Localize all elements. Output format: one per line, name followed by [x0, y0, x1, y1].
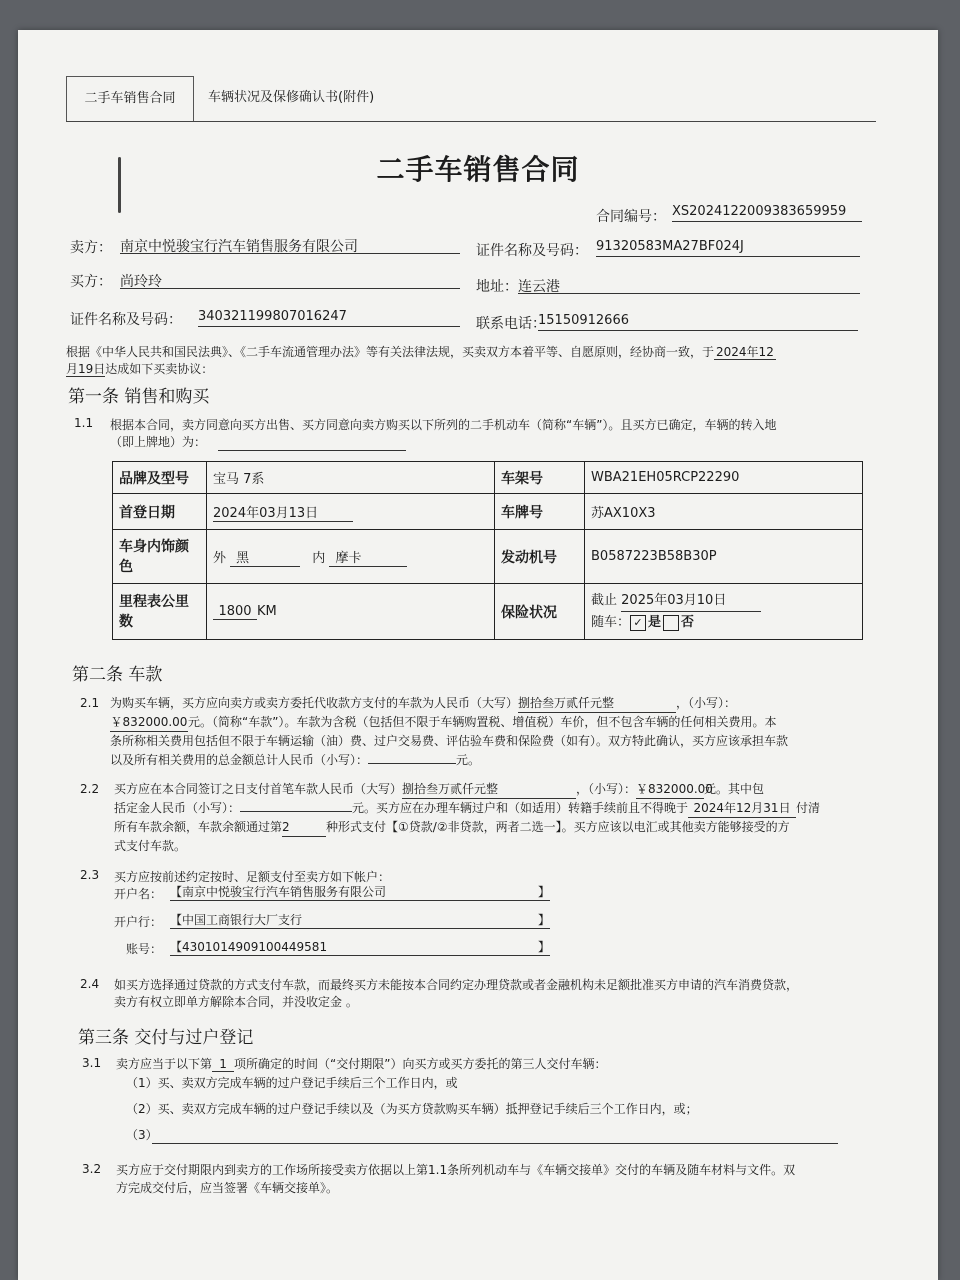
page-title: 二手车销售合同 — [376, 153, 580, 186]
section-3-heading: 第三条 交付与过户登记 — [78, 1028, 254, 1048]
p31-text: 卖方应当于以下第 1 项所确定的时间（“交付期限”）向买方或买方委托的第三人交付车辆： — [116, 1057, 607, 1071]
p31-option-3: （3） — [126, 1128, 158, 1142]
account-name-label: 开户名： — [114, 887, 163, 901]
s1-register-place-blank — [218, 433, 406, 451]
vin-label: 车架号 — [495, 462, 585, 494]
vehicle-table — [112, 461, 863, 640]
p21-line-4: 以及所有相关费用的总金额总计人民币（小写）： 元。 — [110, 753, 481, 767]
color-out-label: 外 — [213, 550, 227, 566]
p21-line-3: 条所称相关费用包括但不限于车辆运输（油）费、过户交易费、评估验车费和保险费（如有）。双方特此确认，买方应该承担车款 — [110, 734, 789, 748]
buyer-addr-value: 连云港 — [518, 276, 860, 294]
seller-id-value: 91320583MA27BF024J — [596, 239, 860, 257]
p22-line-3: 所有车款余额，车款余额通过第2 种形式支付【①贷款/②非贷款，两者二选一】。买方应该以电汇或其他卖方能够接受的方 — [114, 816, 790, 838]
table-row — [113, 462, 863, 494]
p31-option-1: （1）买、卖双方完成车辆的过户登记手续后三个工作日内，或 — [126, 1076, 458, 1090]
contract-no-value: XS2024122009383659959 — [672, 204, 862, 222]
p32-line-2: 方完成交付后，应当签署《车辆交接单》。 — [116, 1181, 339, 1195]
plate-label: 车牌号 — [495, 494, 585, 530]
color-cell — [207, 530, 495, 584]
odometer-label: 里程表公里数 — [113, 584, 207, 640]
reg-date-value: 2024年03月13日 — [213, 502, 353, 522]
p24-line-2: 卖方有权立即单方解除本合同，并没收定金 。 — [114, 995, 358, 1009]
brand-label: 品牌及型号 — [113, 462, 207, 494]
account-name-field: 【南京中悦骏宝行汽车销售服务有限公司 】 — [170, 885, 550, 899]
reg-date-label: 首登日期 — [113, 494, 207, 530]
engine-value: B0587223B58B30P — [585, 530, 863, 584]
reg-date-cell — [207, 494, 495, 530]
insurance-yes-checkbox[interactable]: ✓ — [630, 615, 646, 631]
insurance-no-checkbox[interactable] — [663, 615, 679, 631]
section-2-heading: 第二条 车款 — [72, 665, 163, 685]
buyer-phone-value: 15150912666 — [538, 313, 858, 331]
p32-line-1: 买方应于交付期限内到卖方的工作场所接受卖方依据以上第1.1条所列机动车与《车辆交接单》交付的车辆及随车材料与文件。双 — [116, 1163, 796, 1177]
buyer-phone-label: 联系电话： — [476, 316, 546, 332]
account-bank-value: 中国工商银行大厂支行 — [182, 913, 303, 927]
color-in-value: 摩卡 — [329, 547, 407, 567]
s1-num: 1.1 — [74, 416, 94, 430]
seller-id-label: 证件名称及号码： — [476, 243, 588, 259]
p21-num: 2.1 — [80, 696, 100, 710]
p24-line-1: 如买方选择通过贷款的方式支付车款，而最终买方未能按本合同约定办理贷款或者金融机构未足额批准买方申请的汽车消费贷款， — [114, 978, 799, 992]
insurance-until-value: 2025年03月10日 — [621, 590, 761, 612]
p22-line-4: 式支付车款。 — [114, 839, 187, 853]
seller-label: 卖方： — [70, 240, 112, 256]
tab-bar — [66, 76, 876, 122]
p22-line-2: 括定金人民币（小写）： 元。买方应在办理车辆过户和（如适用）转籍手续前且不得晚于 2024年12月31日 付清 — [114, 797, 820, 819]
table-row — [113, 530, 863, 584]
insurance-with-label: 随车： — [591, 615, 631, 630]
seller-name: 南京中悦骏宝行汽车销售服务有限公司 — [120, 236, 460, 254]
insurance-yes-label: 是 — [648, 615, 662, 630]
p24-num: 2.4 — [80, 977, 100, 991]
section-1-heading: 第一条 销售和购买 — [68, 387, 210, 407]
p22-line-1: 买方应在本合同签订之日支付首笔车款人民币（大写）捌拾叁万贰仟元整 ，（小写）：￥832000.00元。其中包 — [114, 778, 764, 800]
p32-num: 3.2 — [82, 1162, 102, 1176]
color-label: 车身内饰颜色 — [113, 530, 207, 584]
p31-option-2: （2）买、卖双方完成车辆的过户登记手续以及（为买方贷款购买车辆）抵押登记手续后三个工作日内，或； — [126, 1102, 698, 1116]
table-row — [113, 494, 863, 530]
intro-line-2: 月19日达成如下买卖协议： — [66, 362, 214, 376]
vin-value: WBA21EH05RCP22290 — [585, 462, 863, 494]
color-out-value: 黑 — [230, 547, 300, 567]
odometer-unit: KM — [257, 603, 277, 619]
insurance-no-label: 否 — [681, 615, 695, 630]
contract-page — [18, 30, 938, 1280]
odometer-cell — [207, 584, 495, 640]
p21-line-2: ￥832000.00元。（简称“车款”）。车款为含税（包括但不限于车辆购置税、增值税）车价，但不包含车辆的任何相关费用。本 — [110, 711, 776, 733]
brand-value: 宝马 7系 — [207, 462, 495, 494]
engine-label: 发动机号 — [495, 530, 585, 584]
tab-sales-contract[interactable]: 二手车销售合同 — [66, 76, 194, 121]
intro-line-1: 根据《中华人民共和国民法典》、《二手车流通管理办法》等有关法律法规，买卖双方本着平等、自愿原则，经协商一致，于 2024年12 — [66, 345, 774, 359]
s1-text-1: 根据本合同，卖方同意向买方出售、买方同意向卖方购买以下所列的二手机动车（简称“车辆”）。且买方已确定，车辆的转入地 — [110, 418, 777, 432]
tab-vehicle-condition[interactable]: 车辆状况及保修确认书(附件) — [208, 90, 375, 105]
p21-line-1: 为购买车辆，买方应向卖方或卖方委托代收款方支付的车款为人民币（大写）捌拾叁万贰仟元整 ，（小写）： — [110, 692, 736, 714]
p31-option-3-blank — [152, 1126, 838, 1144]
s1-text-2: （即上牌地）为： — [110, 435, 207, 449]
account-no-value: 4301014909100449581 — [182, 940, 328, 954]
insurance-cell — [585, 584, 863, 640]
contract-no-label: 合同编号： — [596, 209, 666, 225]
insurance-label: 保险状况 — [495, 584, 585, 640]
plate-value: 苏AX10X3 — [585, 494, 863, 530]
account-no-label: 账号： — [126, 942, 163, 956]
account-no-field: 【4301014909100449581 】 — [170, 940, 550, 954]
buyer-name: 尚玲玲 — [120, 271, 460, 289]
insurance-until-label: 截止 — [591, 593, 618, 608]
p23-num: 2.3 — [80, 868, 100, 882]
account-bank-field: 【中国工商银行大厂支行 】 — [170, 913, 550, 927]
color-in-label: 内 — [312, 550, 326, 566]
buyer-label: 买方： — [70, 274, 112, 290]
p22-num: 2.2 — [80, 782, 100, 796]
p23-text: 买方应按前述约定按时、足额支付至卖方如下帐户： — [114, 870, 391, 884]
account-name-value: 南京中悦骏宝行汽车销售服务有限公司 — [182, 885, 387, 899]
odometer-value: 1800 — [213, 604, 257, 620]
p31-num: 3.1 — [82, 1056, 102, 1070]
account-bank-label: 开户行： — [114, 915, 163, 929]
buyer-id-value: 340321199807016247 — [198, 309, 460, 327]
buyer-addr-label: 地址： — [476, 279, 518, 295]
table-row — [113, 584, 863, 640]
buyer-id-label: 证件名称及号码： — [70, 312, 182, 328]
